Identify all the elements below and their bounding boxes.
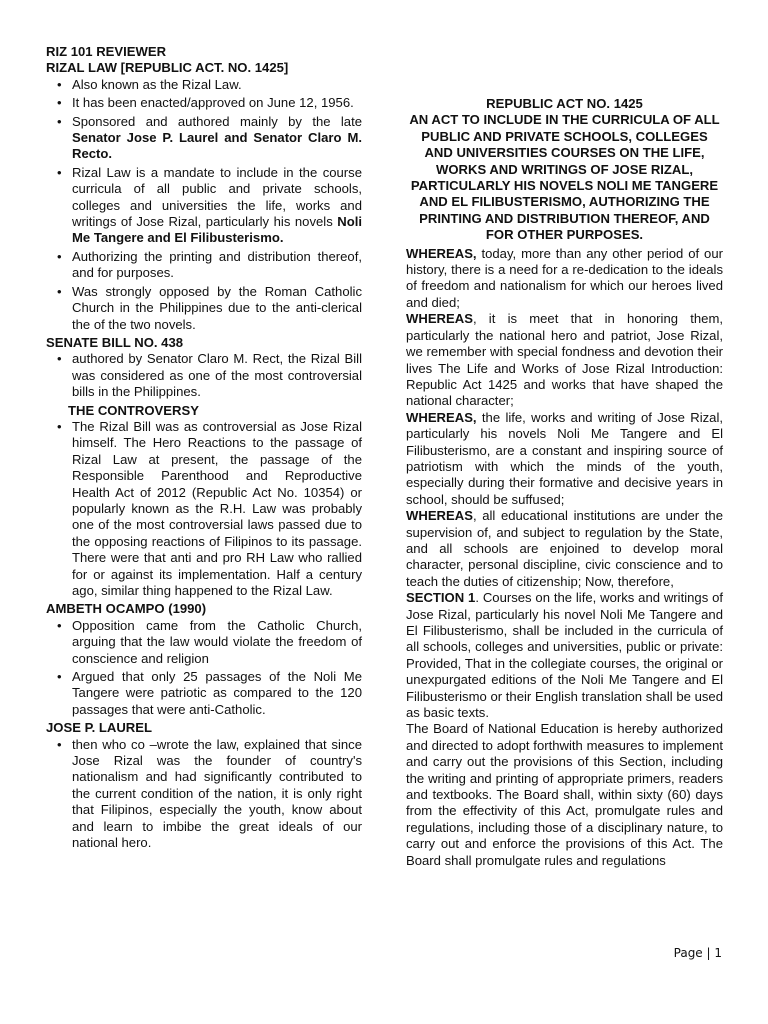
act-title-text: REPUBLIC ACT NO. 1425 AN ACT TO INCLUDE IN THE CURRICULA OF ALL PUBLIC AND PRIVATE SCHOOLS, COLLEGES AND UNIVERSITIES COURSES ON THE LIFE, WORKS AND WRITINGS OF JOSE RIZAL, PARTICULARLY HIS NOVELS NOLI ME TANGERE AND EL FILIBUSTERISMO, AUTHORIZING THE PRINTING AND DISTRIBUTION THEREOF, AND FOR OTHER PURPOSES.	[409, 96, 720, 243]
list-item	[46, 419, 362, 599]
list-item	[46, 77, 362, 93]
list-item-text: then who co –wrote the law, explained that since Jose Rizal was the founder of country's nationalism and had significantly contributed to the current condition of the nation, it is only right that Filipinos, especially the youth, know about and learn to imbibe the great ideals of our national hero.	[72, 736, 362, 851]
act-paragraph-lead: WHEREAS,	[406, 245, 477, 261]
controversy-heading: THE CONTROVERSY	[68, 402, 199, 418]
right-column	[406, 44, 723, 869]
controversy-list	[46, 419, 362, 599]
act-paragraph	[406, 311, 723, 409]
left-column	[46, 44, 362, 854]
list-item	[46, 95, 362, 111]
list-item-text: It has been enacted/approved on June 12, 1956.	[72, 95, 354, 111]
act-paragraph-text: . Courses on the life, works and writings of Jose Rizal, particularly his novel Noli Me Tangere and El Filibusterismo, shall be included in the curricula of all schools, colleges and universities, public or private: Provided, That in the collegiate courses, the original or unexpurgated editions of the Noli Me Tangere and El Filibusterismo or their English translation shall be used as basic texts.	[406, 590, 724, 721]
list-item-text: authored by Senator Claro M. Rect, the Rizal Bill was considered as one of the most controversial bills in the Philippines.	[72, 351, 362, 400]
senate-bill-heading: SENATE BILL NO. 438	[46, 334, 184, 350]
list-item-text: Sponsored and authored mainly by the late	[72, 113, 362, 129]
act-paragraph-lead: WHEREAS,	[406, 409, 477, 425]
act-paragraph-text: today, more than any other period of our history, there is a need for a re-dedication to the ideals of freedom and nationalism for which our heroes lived and died;	[406, 245, 723, 310]
list-item-text: Authorizing the printing and distribution thereof, and for purposes.	[72, 248, 362, 281]
act-paragraph	[406, 410, 723, 508]
list-item-text: Was strongly opposed by the Roman Catholic Church in the Philippines due to the anti-clerical the of the two novels.	[72, 283, 362, 332]
list-item-text: Argued that only 25 passages of the Noli Me Tangere were patriotic as compared to the 120 passages that were anti-Catholic.	[72, 669, 362, 717]
act-paragraph-text: the life, works and writing of Jose Rizal, particularly his novels Noli Me Tangere and El Filibusterismo, are a constant and inspiring source of patriotism with which the minds of the youth, especially during their formative and decisive years in school, should be suffused;	[406, 409, 723, 507]
act-paragraph	[406, 508, 723, 590]
list-item-text: Opposition came from the Catholic Church, arguing that the law would violate the freedom of conscience and religion	[72, 617, 362, 666]
list-item	[46, 669, 362, 718]
list-item	[46, 114, 362, 163]
act-paragraph-lead: SECTION 1	[406, 590, 476, 606]
act-paragraph-text: The Board of National Education is hereby authorized and directed to adopt forthwith measures to implement and carry out the provisions of this Section, including the writing and printing of appropriate primers, readers and textbooks. The Board shall, within sixty (60) days from the effectivity of this Act, promulgate rules and regulations, including those of a disciplinary nature, to carry out and enforce the provisions of this Act. The Board shall promulgate rules and regulations	[406, 721, 723, 868]
act-paragraph-lead: WHEREAS	[406, 508, 473, 524]
list-item-bold-text: Noli Me Tangere and El Filibusterismo.	[72, 214, 362, 246]
act-paragraph	[406, 246, 723, 312]
list-item	[46, 351, 362, 400]
rizal-law-heading: RIZAL LAW [REPUBLIC ACT. NO. 1425]	[46, 60, 289, 76]
rizal-law-list	[46, 77, 362, 333]
ambeth-heading: AMBETH OCAMPO (1990)	[46, 601, 207, 617]
act-paragraph	[406, 721, 723, 869]
laurel-list	[46, 737, 362, 852]
list-item	[46, 165, 362, 247]
act-title	[406, 96, 723, 244]
list-item	[46, 249, 362, 282]
reviewer-title: RIZ 101 REVIEWER	[46, 44, 167, 59]
list-item-text: Rizal Law is a mandate to include in the course curricula of all public and private schools, colleges and universities the life, works and writings of Jose Rizal, particularly his novels	[72, 164, 362, 230]
list-item-text: Also known as the Rizal Law.	[72, 76, 242, 92]
list-item	[46, 737, 362, 852]
act-paragraph	[406, 590, 723, 721]
page-number: Page | 1	[673, 946, 722, 960]
act-paragraph-text: , it is meet that in honoring them, particularly the national hero and patriot, Jose Rizal, we remember with special fondness and devotion their lives The Life and Works of Jose Rizal Introduction: Republic Act 1425 and works that have shaped the national character;	[406, 311, 723, 409]
act-paragraph-text: , all educational institutions are under the supervision of, and subject to regulation by the State, and all schools are enjoined to develop moral character, personal discipline, civic conscience and to teach the duties of citizenship; Now, therefore,	[406, 508, 723, 589]
list-item-bold-text: Senator Jose P. Laurel and Senator Claro M. Recto.	[72, 130, 362, 162]
senate-bill-list	[46, 351, 362, 400]
ambeth-list	[46, 618, 362, 718]
act-body	[406, 246, 723, 869]
act-paragraph-lead: WHEREAS	[406, 311, 473, 327]
list-item	[46, 618, 362, 667]
laurel-heading: JOSE P. LAUREL	[46, 720, 152, 736]
list-item	[46, 284, 362, 333]
list-item-text: The Rizal Bill was as controversial as Jose Rizal himself. The Hero Reactions to the passage of Rizal Law at present, the passage of the Responsible Parenthood and Reproductive Health Act of 2012 (Republic Act No. 10354) or popularly known as the R.H. Law was probably one of the most controversial laws passed due to the opposing reactions of Filipinos to its passage. There were that anti and pro RH Law who rallied for or against its implementation. Half a century ago, similar thing happened to the Rizal Law.	[72, 418, 362, 598]
